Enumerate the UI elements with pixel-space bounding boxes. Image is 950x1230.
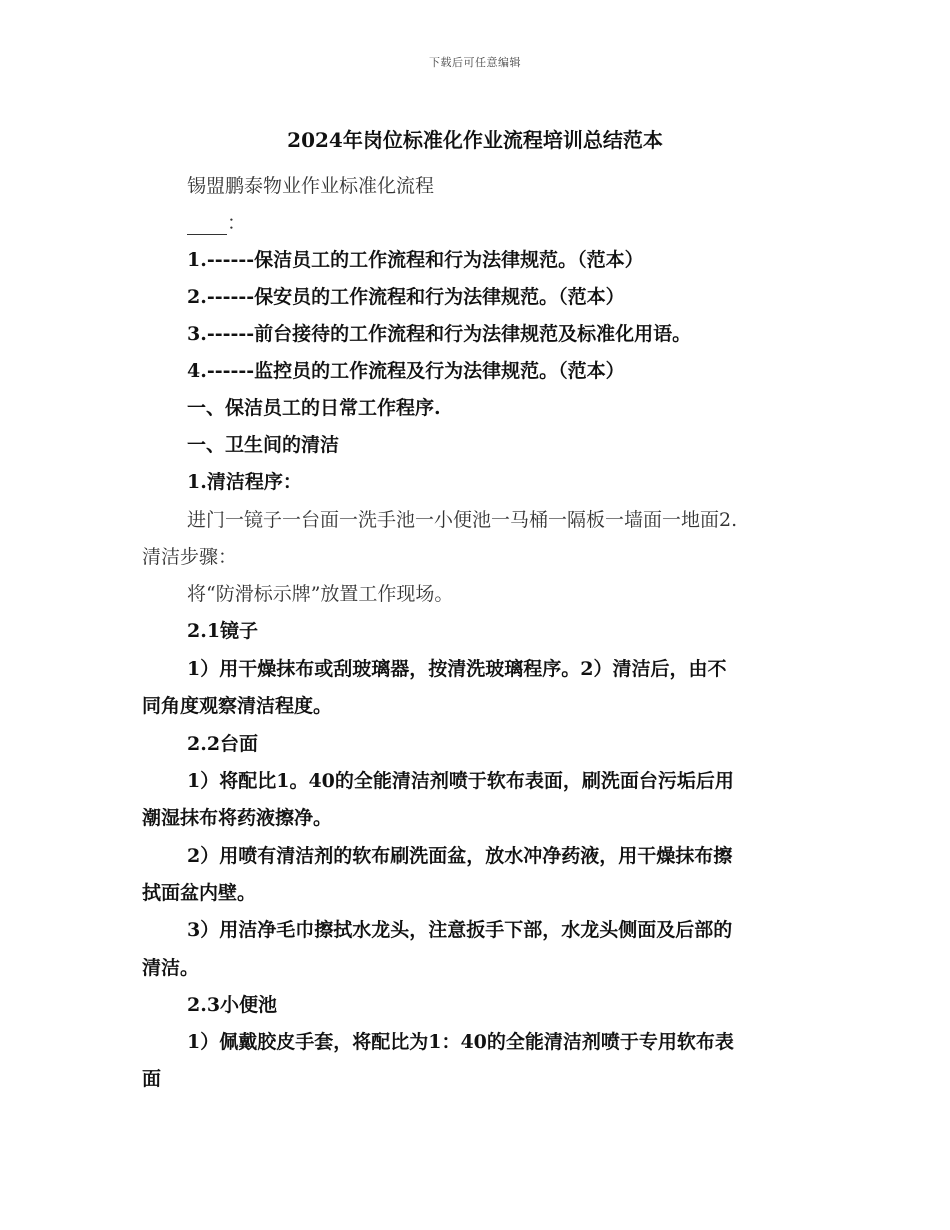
clean-procedure-line-2: 清洁步骤： — [142, 546, 238, 568]
counter-heading: 2.2台面 — [187, 733, 259, 755]
mirror-step-line-1: 1）用干燥抹布或刮玻璃器，按清洗玻璃程序。2）清洁后，由不 — [187, 658, 727, 680]
urinal-step-1-line-2: 面 — [142, 1068, 162, 1090]
blank-suffix: ： — [227, 212, 247, 234]
section-heading-toilet: 一、卫生间的清洁 — [187, 434, 340, 456]
sign-line: 将“防滑标示牌”放置工作现场。 — [187, 583, 454, 605]
counter-step-2-line-2: 拭面盆内壁。 — [142, 882, 257, 904]
toc-item-1: 1.------保洁员工的工作流程和行为法律规范。（范本） — [187, 249, 644, 271]
clean-procedure-line-1: 进门一镜子一台面一洗手池一小便池一马桶一隔板一墙面一地面2. — [187, 509, 738, 531]
toc-item-3: 3.------前台接待的工作流程和行为法律规范及标准化用语。 — [187, 323, 692, 345]
clean-procedure-heading: 1.清洁程序： — [187, 471, 302, 493]
counter-step-3-line-2: 清洁。 — [142, 957, 200, 979]
blank-line — [187, 205, 812, 242]
counter-step-1-line-1: 1）将配比1。40的全能清洁剂喷于软布表面，刷洗面台污垢后用 — [187, 770, 734, 792]
counter-step-2-line-1: 2）用喷有清洁剂的软布刷洗面盆，放水冲净药液，用干燥抹布擦 — [187, 845, 733, 867]
section-heading-daily: 一、保洁员工的日常工作程序. — [187, 397, 441, 419]
mirror-heading: 2.1镜子 — [187, 620, 259, 642]
toc-item-2: 2.------保安员的工作流程和行为法律规范。（范本） — [187, 286, 625, 308]
counter-step-1-line-2: 潮湿抹布将药液擦净。 — [142, 807, 333, 829]
mirror-step-line-2: 同角度观察清洁程度。 — [142, 695, 333, 717]
urinal-step-1-line-1: 1）佩戴胶皮手套，将配比为1：40的全能清洁剂喷于专用软布表 — [187, 1031, 734, 1053]
company-line: 锡盟鹏泰物业作业标准化流程 — [187, 175, 435, 197]
toc-item-4: 4.------监控员的工作流程及行为法律规范。（范本） — [187, 360, 625, 382]
urinal-heading: 2.3小便池 — [187, 994, 278, 1016]
blank-underline — [187, 214, 227, 235]
document-title: 2024年岗位标准化作业流程培训总结范本 — [287, 128, 663, 152]
header-note: 下载后可任意编辑 — [429, 56, 521, 69]
counter-step-3-line-1: 3）用洁净毛巾擦拭水龙头，注意扳手下部，水龙头侧面及后部的 — [187, 919, 733, 941]
